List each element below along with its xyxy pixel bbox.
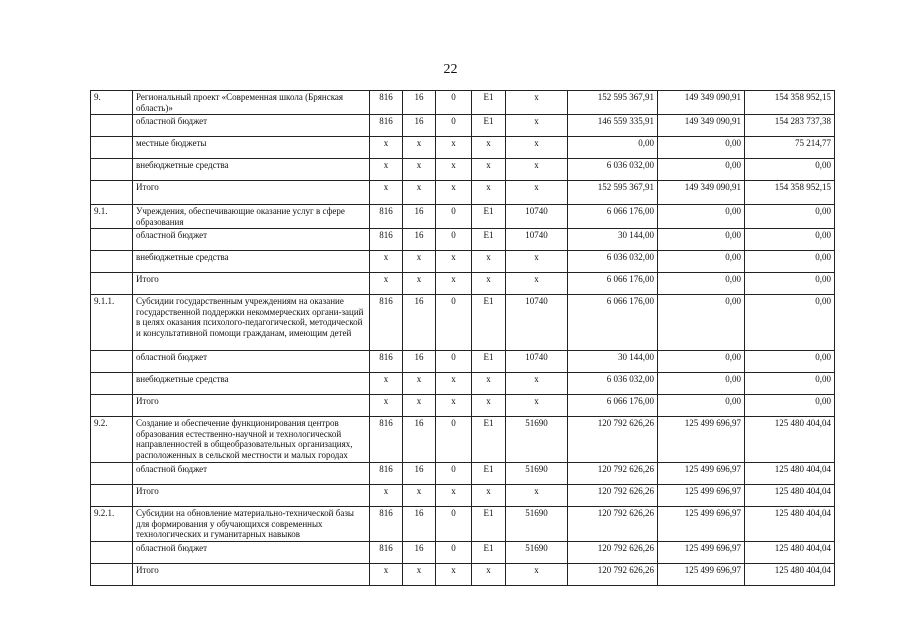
amount-year-2: 149 349 090,91 [658,115,745,137]
table-row [91,507,835,542]
code-project: E1 [472,351,506,373]
row-number [91,395,133,417]
code-pr: 0 [436,351,472,373]
table-row [91,351,835,373]
table-row [91,373,835,395]
amount-year-3: 154 358 952,15 [745,181,835,205]
row-name: Итого [133,395,370,417]
table-row [91,273,835,295]
code-direction: x [506,181,568,205]
code-direction: x [506,115,568,137]
code-project: E1 [472,417,506,463]
row-number [91,159,133,181]
amount-year-3: 0,00 [745,251,835,273]
code-rz: 16 [403,229,436,251]
row-name: областной бюджет [133,541,370,563]
amount-year-2: 149 349 090,91 [658,91,745,115]
amount-year-3: 0,00 [745,273,835,295]
table-row [91,563,835,585]
amount-year-2: 125 499 696,97 [658,563,745,585]
code-direction: 51690 [506,463,568,485]
amount-year-2: 0,00 [658,251,745,273]
code-pr: x [436,485,472,507]
row-name: внебюджетные средства [133,251,370,273]
code-project: E1 [472,295,506,351]
row-number: 9.1.1. [91,295,133,351]
code-rz: x [403,251,436,273]
amount-year-1: 6 036 032,00 [568,159,658,181]
code-project: x [472,395,506,417]
code-gr: x [370,485,403,507]
code-direction: x [506,373,568,395]
code-pr: 0 [436,541,472,563]
amount-year-1: 120 792 626,26 [568,541,658,563]
code-rz: x [403,485,436,507]
row-name: Субсидии государственным учреждениям на оказание государственной поддержки некоммерческих органи-заций в целях оказания психолого-педагогической, методической и консультативной помощи гражданам, имеющим детей [133,295,370,351]
page-number: 22 [443,62,458,77]
row-number [91,541,133,563]
amount-year-2: 0,00 [658,351,745,373]
row-number [91,351,133,373]
code-project: E1 [472,91,506,115]
code-rz: 16 [403,295,436,351]
amount-year-3: 0,00 [745,205,835,229]
row-name: Итого [133,485,370,507]
amount-year-1: 146 559 335,91 [568,115,658,137]
code-pr: x [436,251,472,273]
amount-year-2: 125 499 696,97 [658,417,745,463]
code-rz: x [403,273,436,295]
code-direction: x [506,273,568,295]
amount-year-1: 120 792 626,26 [568,507,658,542]
table-row [91,137,835,159]
code-rz: x [403,137,436,159]
code-rz: x [403,563,436,585]
code-direction: x [506,485,568,507]
amount-year-3: 0,00 [745,395,835,417]
amount-year-3: 154 358 952,15 [745,91,835,115]
code-project: x [472,181,506,205]
code-gr: 816 [370,507,403,542]
row-name: местные бюджеты [133,137,370,159]
amount-year-3: 125 480 404,04 [745,507,835,542]
amount-year-2: 149 349 090,91 [658,181,745,205]
amount-year-3: 125 480 404,04 [745,541,835,563]
amount-year-2: 0,00 [658,295,745,351]
code-project: x [472,563,506,585]
row-name: областной бюджет [133,463,370,485]
code-project: x [472,137,506,159]
code-project: x [472,159,506,181]
amount-year-3: 0,00 [745,295,835,351]
code-project: E1 [472,507,506,542]
amount-year-3: 0,00 [745,229,835,251]
code-gr: x [370,251,403,273]
code-direction: x [506,395,568,417]
row-name: Учреждения, обеспечивающие оказание услуг в сфере образования [133,205,370,229]
row-number [91,373,133,395]
code-direction: x [506,251,568,273]
code-project: E1 [472,115,506,137]
table-row [91,205,835,229]
code-project: E1 [472,463,506,485]
amount-year-1: 120 792 626,26 [568,485,658,507]
code-project: E1 [472,229,506,251]
code-direction: x [506,137,568,159]
table-row [91,541,835,563]
code-pr: x [436,181,472,205]
amount-year-1: 30 144,00 [568,229,658,251]
code-gr: x [370,373,403,395]
amount-year-1: 6 066 176,00 [568,395,658,417]
amount-year-2: 0,00 [658,205,745,229]
code-direction: x [506,563,568,585]
code-pr: x [436,159,472,181]
code-rz: 16 [403,417,436,463]
code-pr: 0 [436,91,472,115]
code-direction: 51690 [506,541,568,563]
amount-year-2: 0,00 [658,373,745,395]
budget-table [90,90,835,586]
code-pr: 0 [436,115,472,137]
amount-year-1: 30 144,00 [568,351,658,373]
code-gr: 816 [370,351,403,373]
code-direction: x [506,159,568,181]
amount-year-1: 120 792 626,26 [568,417,658,463]
amount-year-3: 0,00 [745,159,835,181]
code-direction: x [506,91,568,115]
code-rz: 16 [403,507,436,542]
code-gr: x [370,137,403,159]
amount-year-3: 0,00 [745,351,835,373]
row-name: областной бюджет [133,229,370,251]
row-number [91,181,133,205]
amount-year-1: 6 036 032,00 [568,251,658,273]
code-gr: 816 [370,205,403,229]
amount-year-1: 6 066 176,00 [568,273,658,295]
code-pr: x [436,395,472,417]
code-project: x [472,251,506,273]
amount-year-2: 0,00 [658,159,745,181]
amount-year-1: 152 595 367,91 [568,91,658,115]
code-rz: 16 [403,91,436,115]
amount-year-3: 125 480 404,04 [745,563,835,585]
code-pr: x [436,373,472,395]
code-pr: 0 [436,417,472,463]
row-number [91,563,133,585]
row-name: Региональный проект «Современная школа (Брянская область)» [133,91,370,115]
amount-year-2: 125 499 696,97 [658,463,745,485]
amount-year-3: 125 480 404,04 [745,417,835,463]
amount-year-1: 0,00 [568,137,658,159]
table-row [91,395,835,417]
code-gr: 816 [370,417,403,463]
table-row [91,251,835,273]
table-row [91,115,835,137]
row-name: областной бюджет [133,351,370,373]
code-rz: x [403,395,436,417]
code-gr: x [370,563,403,585]
amount-year-3: 125 480 404,04 [745,485,835,507]
code-rz: x [403,373,436,395]
code-pr: 0 [436,205,472,229]
code-gr: x [370,273,403,295]
amount-year-2: 125 499 696,97 [658,485,745,507]
code-project: E1 [472,541,506,563]
row-name: Создание и обеспечение функционирования центров образования естественно-научной и технологической направленностей в общеобразовательных организациях, расположенных в сельской местности и малых городах [133,417,370,463]
amount-year-1: 6 066 176,00 [568,295,658,351]
row-number [91,273,133,295]
code-direction: 10740 [506,295,568,351]
row-number: 9.2.1. [91,507,133,542]
code-gr: 816 [370,91,403,115]
amount-year-1: 6 036 032,00 [568,373,658,395]
amount-year-2: 0,00 [658,229,745,251]
amount-year-2: 0,00 [658,273,745,295]
code-direction: 51690 [506,507,568,542]
code-gr: 816 [370,463,403,485]
row-name: внебюджетные средства [133,159,370,181]
code-pr: x [436,273,472,295]
table-row [91,229,835,251]
row-number [91,229,133,251]
amount-year-3: 125 480 404,04 [745,463,835,485]
code-direction: 51690 [506,417,568,463]
row-number [91,463,133,485]
amount-year-2: 0,00 [658,137,745,159]
row-name: Итого [133,181,370,205]
row-name: внебюджетные средства [133,373,370,395]
code-rz: x [403,181,436,205]
table-row [91,295,835,351]
row-name: Субсидии на обновление материально-технической базы для формирования у обучающихся современных технологических и гуманитарных навыков [133,507,370,542]
row-number: 9.2. [91,417,133,463]
code-pr: 0 [436,229,472,251]
table-body [91,91,835,586]
code-project: x [472,373,506,395]
table-row [91,463,835,485]
amount-year-3: 0,00 [745,373,835,395]
table-row [91,181,835,205]
code-gr: 816 [370,115,403,137]
code-pr: 0 [436,463,472,485]
code-direction: 10740 [506,229,568,251]
amount-year-2: 0,00 [658,395,745,417]
amount-year-1: 120 792 626,26 [568,463,658,485]
amount-year-2: 125 499 696,97 [658,507,745,542]
code-pr: x [436,137,472,159]
code-rz: 16 [403,463,436,485]
code-direction: 10740 [506,205,568,229]
row-number [91,485,133,507]
table-row [91,417,835,463]
amount-year-1: 152 595 367,91 [568,181,658,205]
code-rz: 16 [403,115,436,137]
amount-year-2: 125 499 696,97 [658,541,745,563]
code-project: x [472,485,506,507]
code-gr: x [370,181,403,205]
row-number: 9.1. [91,205,133,229]
code-gr: 816 [370,541,403,563]
code-project: x [472,273,506,295]
code-project: E1 [472,205,506,229]
code-rz: 16 [403,351,436,373]
code-rz: 16 [403,205,436,229]
code-gr: 816 [370,229,403,251]
code-pr: 0 [436,295,472,351]
row-name: Итого [133,563,370,585]
code-pr: x [436,563,472,585]
table-row [91,485,835,507]
code-rz: 16 [403,541,436,563]
code-rz: x [403,159,436,181]
code-gr: x [370,159,403,181]
amount-year-1: 120 792 626,26 [568,563,658,585]
row-number [91,251,133,273]
row-number [91,115,133,137]
amount-year-1: 6 066 176,00 [568,205,658,229]
row-number: 9. [91,91,133,115]
table-row [91,159,835,181]
code-direction: 10740 [506,351,568,373]
amount-year-3: 154 283 737,38 [745,115,835,137]
code-gr: 816 [370,295,403,351]
row-name: Итого [133,273,370,295]
row-number [91,137,133,159]
row-name: областной бюджет [133,115,370,137]
code-gr: x [370,395,403,417]
table-row [91,91,835,115]
code-pr: 0 [436,507,472,542]
amount-year-3: 75 214,77 [745,137,835,159]
